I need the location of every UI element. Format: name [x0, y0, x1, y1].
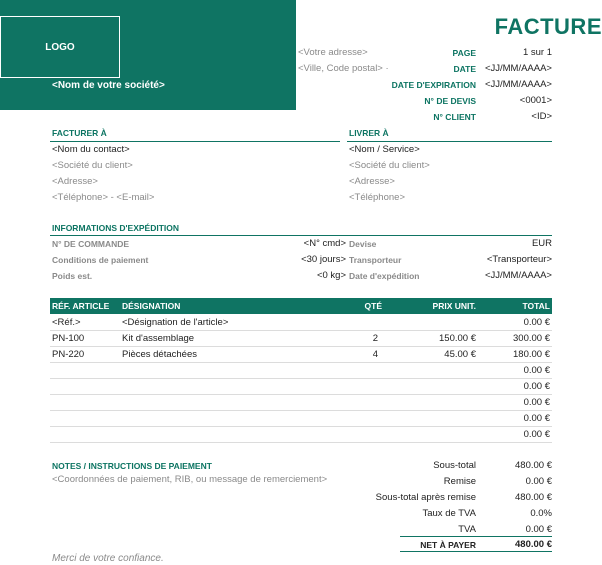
ship-to-company: <Société du client> [349, 160, 430, 171]
payment-terms-label: Conditions de paiement [52, 255, 149, 265]
meta-label-date: DATE [453, 64, 476, 74]
row-total: 300.00 € [513, 333, 550, 344]
bill-to-heading: FACTURER À [52, 128, 107, 138]
row-description: <Désignation de l'article> [122, 317, 229, 328]
bill-to-rule [50, 141, 340, 142]
header-band [0, 0, 296, 110]
table-row [50, 315, 552, 331]
row-ref: PN-100 [52, 333, 85, 344]
carrier-value: <Transporteur> [486, 254, 552, 265]
currency-value: EUR [531, 238, 552, 249]
bill-to-phone-email: <Téléphone> - <E-mail> [52, 192, 155, 203]
col-ref: RÉF. ARTICLE [52, 301, 110, 311]
net-label: NET À PAYER [420, 540, 476, 550]
row-total: 0.00 € [523, 317, 550, 328]
table-row [50, 427, 552, 443]
footer-thanks: Merci de votre confiance. [52, 553, 164, 564]
shipping-heading: INFORMATIONS D'EXPÉDITION [52, 223, 180, 233]
ship-to-name: <Nom / Service> [349, 144, 420, 155]
meta-value-client-no: <ID> [531, 111, 552, 122]
row-total: 0.00 € [523, 381, 550, 392]
ship-to-address: <Adresse> [349, 176, 395, 187]
discount-value: 0.00 € [525, 476, 552, 487]
col-qty: QTÉ [364, 301, 382, 311]
subtotal-after-discount-label: Sous-total après remise [375, 492, 476, 503]
meta-label-page: PAGE [452, 48, 476, 58]
row-total: 180.00 € [513, 349, 550, 360]
weight-value: <0 kg> [316, 270, 346, 281]
row-total: 0.00 € [523, 365, 550, 376]
meta-label-quote-no: N° DE DEVIS [424, 96, 476, 106]
ship-to-rule [347, 141, 552, 142]
meta-value-expiry: <JJ/MM/AAAA> [484, 79, 552, 90]
subtotal-after-discount-value: 480.00 € [515, 492, 552, 503]
row-unit-price: 150.00 € [439, 333, 476, 344]
currency-label: Devise [349, 239, 377, 249]
row-ref: <Réf.> [52, 317, 81, 328]
bill-to-company: <Société du client> [52, 160, 133, 171]
net-rule-bottom [400, 551, 552, 552]
table-row [50, 395, 552, 411]
vat-rate-value: 0.0% [530, 508, 552, 519]
col-unit-price: PRIX UNIT. [432, 301, 476, 311]
meta-value-date: <JJ/MM/AAAA> [484, 63, 552, 74]
col-total: TOTAL [522, 301, 550, 311]
company-name: <Nom de votre société> [52, 80, 165, 91]
net-value: 480.00 € [515, 539, 552, 550]
discount-label: Remise [443, 476, 476, 487]
invoice-title: FACTURE [494, 14, 602, 39]
row-total: 0.00 € [523, 397, 550, 408]
col-description: DÉSIGNATION [122, 301, 181, 311]
row-description: Pièces détachées [122, 349, 197, 360]
meta-label-expiry: DATE D'EXPIRATION [391, 80, 476, 90]
order-no-label: N° DE COMMANDE [52, 239, 130, 249]
ship-date-value: <JJ/MM/AAAA> [484, 270, 552, 281]
ship-date-label: Date d'expédition [349, 271, 420, 281]
carrier-label: Transporteur [349, 255, 402, 265]
meta-label-client-no: N° CLIENT [433, 112, 476, 122]
shipping-rule [50, 235, 552, 236]
bill-to-contact: <Nom du contact> [52, 144, 130, 155]
table-row [50, 347, 552, 363]
table-row [50, 363, 552, 379]
row-unit-price: 45.00 € [444, 349, 476, 360]
order-no-value: <N° cmd> [303, 238, 346, 249]
logo-placeholder[interactable]: LOGO [0, 16, 120, 78]
vat-label: TVA [458, 524, 476, 535]
ship-to-phone: <Téléphone> [349, 192, 405, 203]
payment-terms-value: <30 jours> [301, 254, 346, 265]
row-total: 0.00 € [523, 429, 550, 440]
vat-rate-label: Taux de TVA [422, 508, 476, 519]
subtotal-label: Sous-total [433, 460, 476, 471]
row-qty: 2 [372, 333, 378, 344]
net-rule-top [400, 536, 552, 537]
meta-value-quote-no: <0001> [519, 95, 552, 106]
vat-value: 0.00 € [525, 524, 552, 535]
weight-label: Poids est. [52, 271, 93, 281]
table-row [50, 331, 552, 347]
subtotal-value: 480.00 € [515, 460, 552, 471]
row-total: 0.00 € [523, 413, 550, 424]
notes-heading: NOTES / INSTRUCTIONS DE PAIEMENT [52, 461, 212, 471]
table-row [50, 379, 552, 395]
row-description: Kit d'assemblage [122, 333, 195, 344]
ship-to-heading: LIVRER À [349, 128, 389, 138]
items-table-header [50, 298, 552, 314]
row-ref: PN-220 [52, 349, 85, 360]
company-city: <Ville, Code postal> · [298, 63, 389, 74]
meta-value-page: 1 sur 1 [522, 47, 552, 58]
company-address: <Votre adresse> [298, 47, 368, 58]
row-qty: 4 [372, 349, 378, 360]
table-row [50, 411, 552, 427]
bill-to-address: <Adresse> [52, 176, 98, 187]
notes-text: <Coordonnées de paiement, RIB, ou message de remerciement> [52, 474, 328, 485]
